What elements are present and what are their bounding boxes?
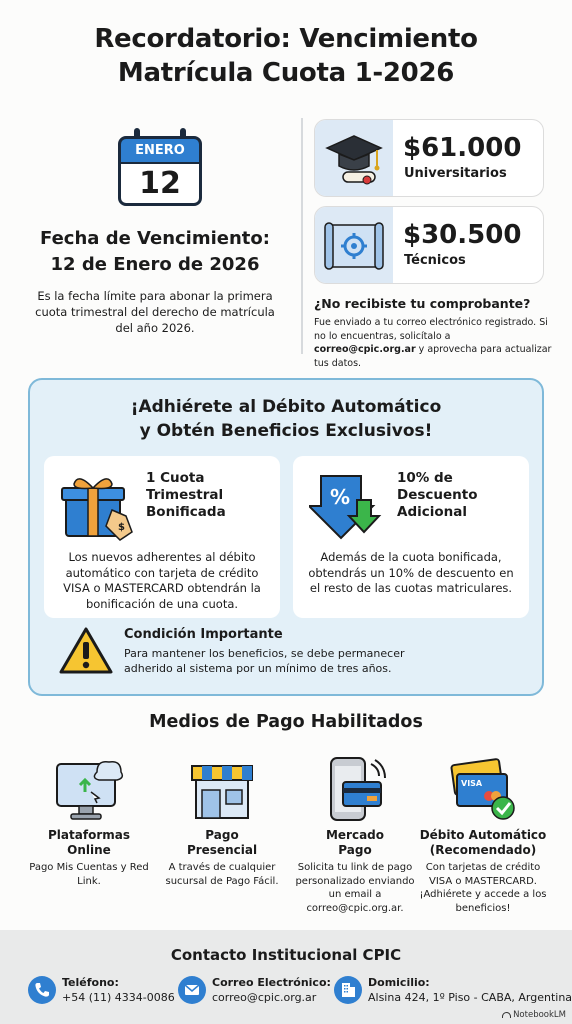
credit-cards-icon [445, 752, 521, 824]
payment-method-in-person [157, 752, 287, 888]
calendar-icon [118, 126, 202, 206]
due-date-description: Es la fecha límite para abonar la primera cuota trimestral del derecho de matrícula del año 2026. [35, 289, 275, 335]
benefit-title-line: Bonificada [146, 504, 226, 520]
benefit-title-line: 1 Cuota [146, 470, 205, 486]
warning-icon [58, 626, 114, 680]
due-title-line-1: Fecha de Vencimiento: [40, 228, 270, 249]
receipt-text-before: Fue enviado a tu correo electrónico registrado. Si no lo encuentras, solicítalo a [314, 317, 548, 342]
payment-method-mercado-pago [290, 752, 420, 915]
building-icon [334, 976, 362, 1004]
payment-method-online [24, 752, 154, 888]
percent-discount-icon [309, 470, 385, 546]
phone-card-icon [317, 752, 393, 824]
price-amount: $61.000 [403, 133, 522, 163]
payment-method-title [290, 828, 420, 858]
storefront-icon [184, 752, 260, 824]
price-amount: $30.500 [403, 220, 522, 250]
contact-label: Teléfono: [62, 976, 119, 989]
benefit-card-discount [293, 456, 529, 618]
benefit-title [146, 470, 226, 521]
payment-method-title [157, 828, 287, 858]
payment-method-title-line: Presencial [186, 843, 258, 857]
price-card-tecnicos [314, 206, 544, 284]
benefit-description: Además de la cuota bonificada, obtendrás un 10% de descuento en el resto de las cuotas matriculares. [308, 550, 514, 595]
contact-label: Domicilio: [368, 976, 430, 989]
payment-method-description: Con tarjetas de crédito VISA o MASTERCARD. ¡Adhiérete y accede a los beneficios! [419, 862, 547, 914]
brand-watermark [502, 1010, 566, 1020]
payment-method-title-line: Débito Automático [419, 828, 547, 842]
payment-method-title [418, 828, 548, 858]
phone-icon [28, 976, 56, 1004]
benefit-title-line: Trimestral [146, 487, 224, 503]
price-label: Universitarios [404, 166, 507, 181]
contact-value[interactable]: +54 (11) 4334-0086 [62, 991, 175, 1004]
payment-methods-title: Medios de Pago Habilitados [149, 712, 423, 732]
blueprint-icon [315, 207, 393, 284]
benefit-title [397, 470, 478, 521]
payment-method-title-line: Mercado [325, 828, 385, 842]
due-date-title [14, 226, 296, 278]
title-line-1: Recordatorio: Vencimiento [94, 24, 478, 54]
calendar-month: ENERO [118, 136, 202, 162]
title-line-2: Matrícula Cuota 1-2026 [117, 58, 455, 88]
payment-method-title-line: Online [67, 843, 111, 857]
payment-method-auto-debit [418, 752, 548, 915]
payment-method-title-line: (Recomendado) [429, 843, 537, 857]
auto-debit-title-line-1: ¡Adhiérete al Débito Automático [130, 397, 442, 417]
receipt-email-link[interactable]: correo@cpic.org.ar [314, 344, 416, 355]
contact-value: Alsina 424, 1º Piso - CABA, Argentina [368, 991, 572, 1004]
svg-text:%: % [330, 485, 351, 509]
online-platform-icon [51, 752, 127, 824]
contact-label: Correo Electrónico: [212, 976, 331, 989]
payment-method-title-line: Pago [205, 828, 239, 842]
mail-icon [178, 976, 206, 1004]
payment-method-description: Solicita tu link de pago personalizado enviando un email a correo@cpic.org.ar. [295, 862, 415, 914]
benefit-title-line: 10% de [397, 470, 453, 486]
price-card-universitarios [314, 119, 544, 197]
benefit-title-line: Descuento [397, 487, 478, 503]
page-title [0, 22, 572, 90]
contact-title: Contacto Institucional CPIC [170, 946, 402, 964]
notebooklm-icon [502, 1012, 511, 1018]
receipt-question: ¿No recibiste tu comprobante? [314, 296, 531, 311]
calendar-day: 12 [118, 162, 202, 206]
gift-icon [60, 470, 136, 546]
payment-method-description: A través de cualquier sucursal de Pago Fácil. [165, 862, 279, 887]
price-label: Técnicos [404, 253, 466, 268]
condition-title: Condición Importante [124, 627, 283, 642]
svg-text:$: $ [118, 522, 125, 533]
payment-method-title-line: Pago [338, 843, 372, 857]
svg-text:VISA: VISA [461, 779, 483, 788]
brand-label: NotebookLM [513, 1010, 566, 1020]
payment-method-title-line: Plataformas [48, 828, 130, 842]
condition-text: Para mantener los beneficios, se debe permanecer adherido al sistema por un mínimo de tres años. [124, 647, 405, 675]
auto-debit-title-line-2: y Obtén Beneficios Exclusivos! [139, 421, 433, 441]
benefit-description: Los nuevos adherentes al débito automático con tarjeta de crédito VISA o MASTERCARD obtendrán la bonificación de una cuota. [63, 550, 261, 611]
receipt-text [314, 316, 554, 370]
due-title-line-2: 12 de Enero de 2026 [50, 254, 260, 275]
receipt-text-after: y aprovecha para actualizar tus datos. [314, 344, 552, 369]
benefit-card-bonus-fee [44, 456, 280, 618]
benefit-title-line: Adicional [397, 504, 467, 520]
payment-method-description: Pago Mis Cuentas y Red Link. [29, 862, 149, 887]
auto-debit-title [0, 395, 572, 443]
graduation-cap-icon [315, 120, 393, 197]
contact-value[interactable]: correo@cpic.org.ar [212, 991, 317, 1004]
payment-method-title [24, 828, 154, 858]
column-divider [301, 118, 303, 354]
